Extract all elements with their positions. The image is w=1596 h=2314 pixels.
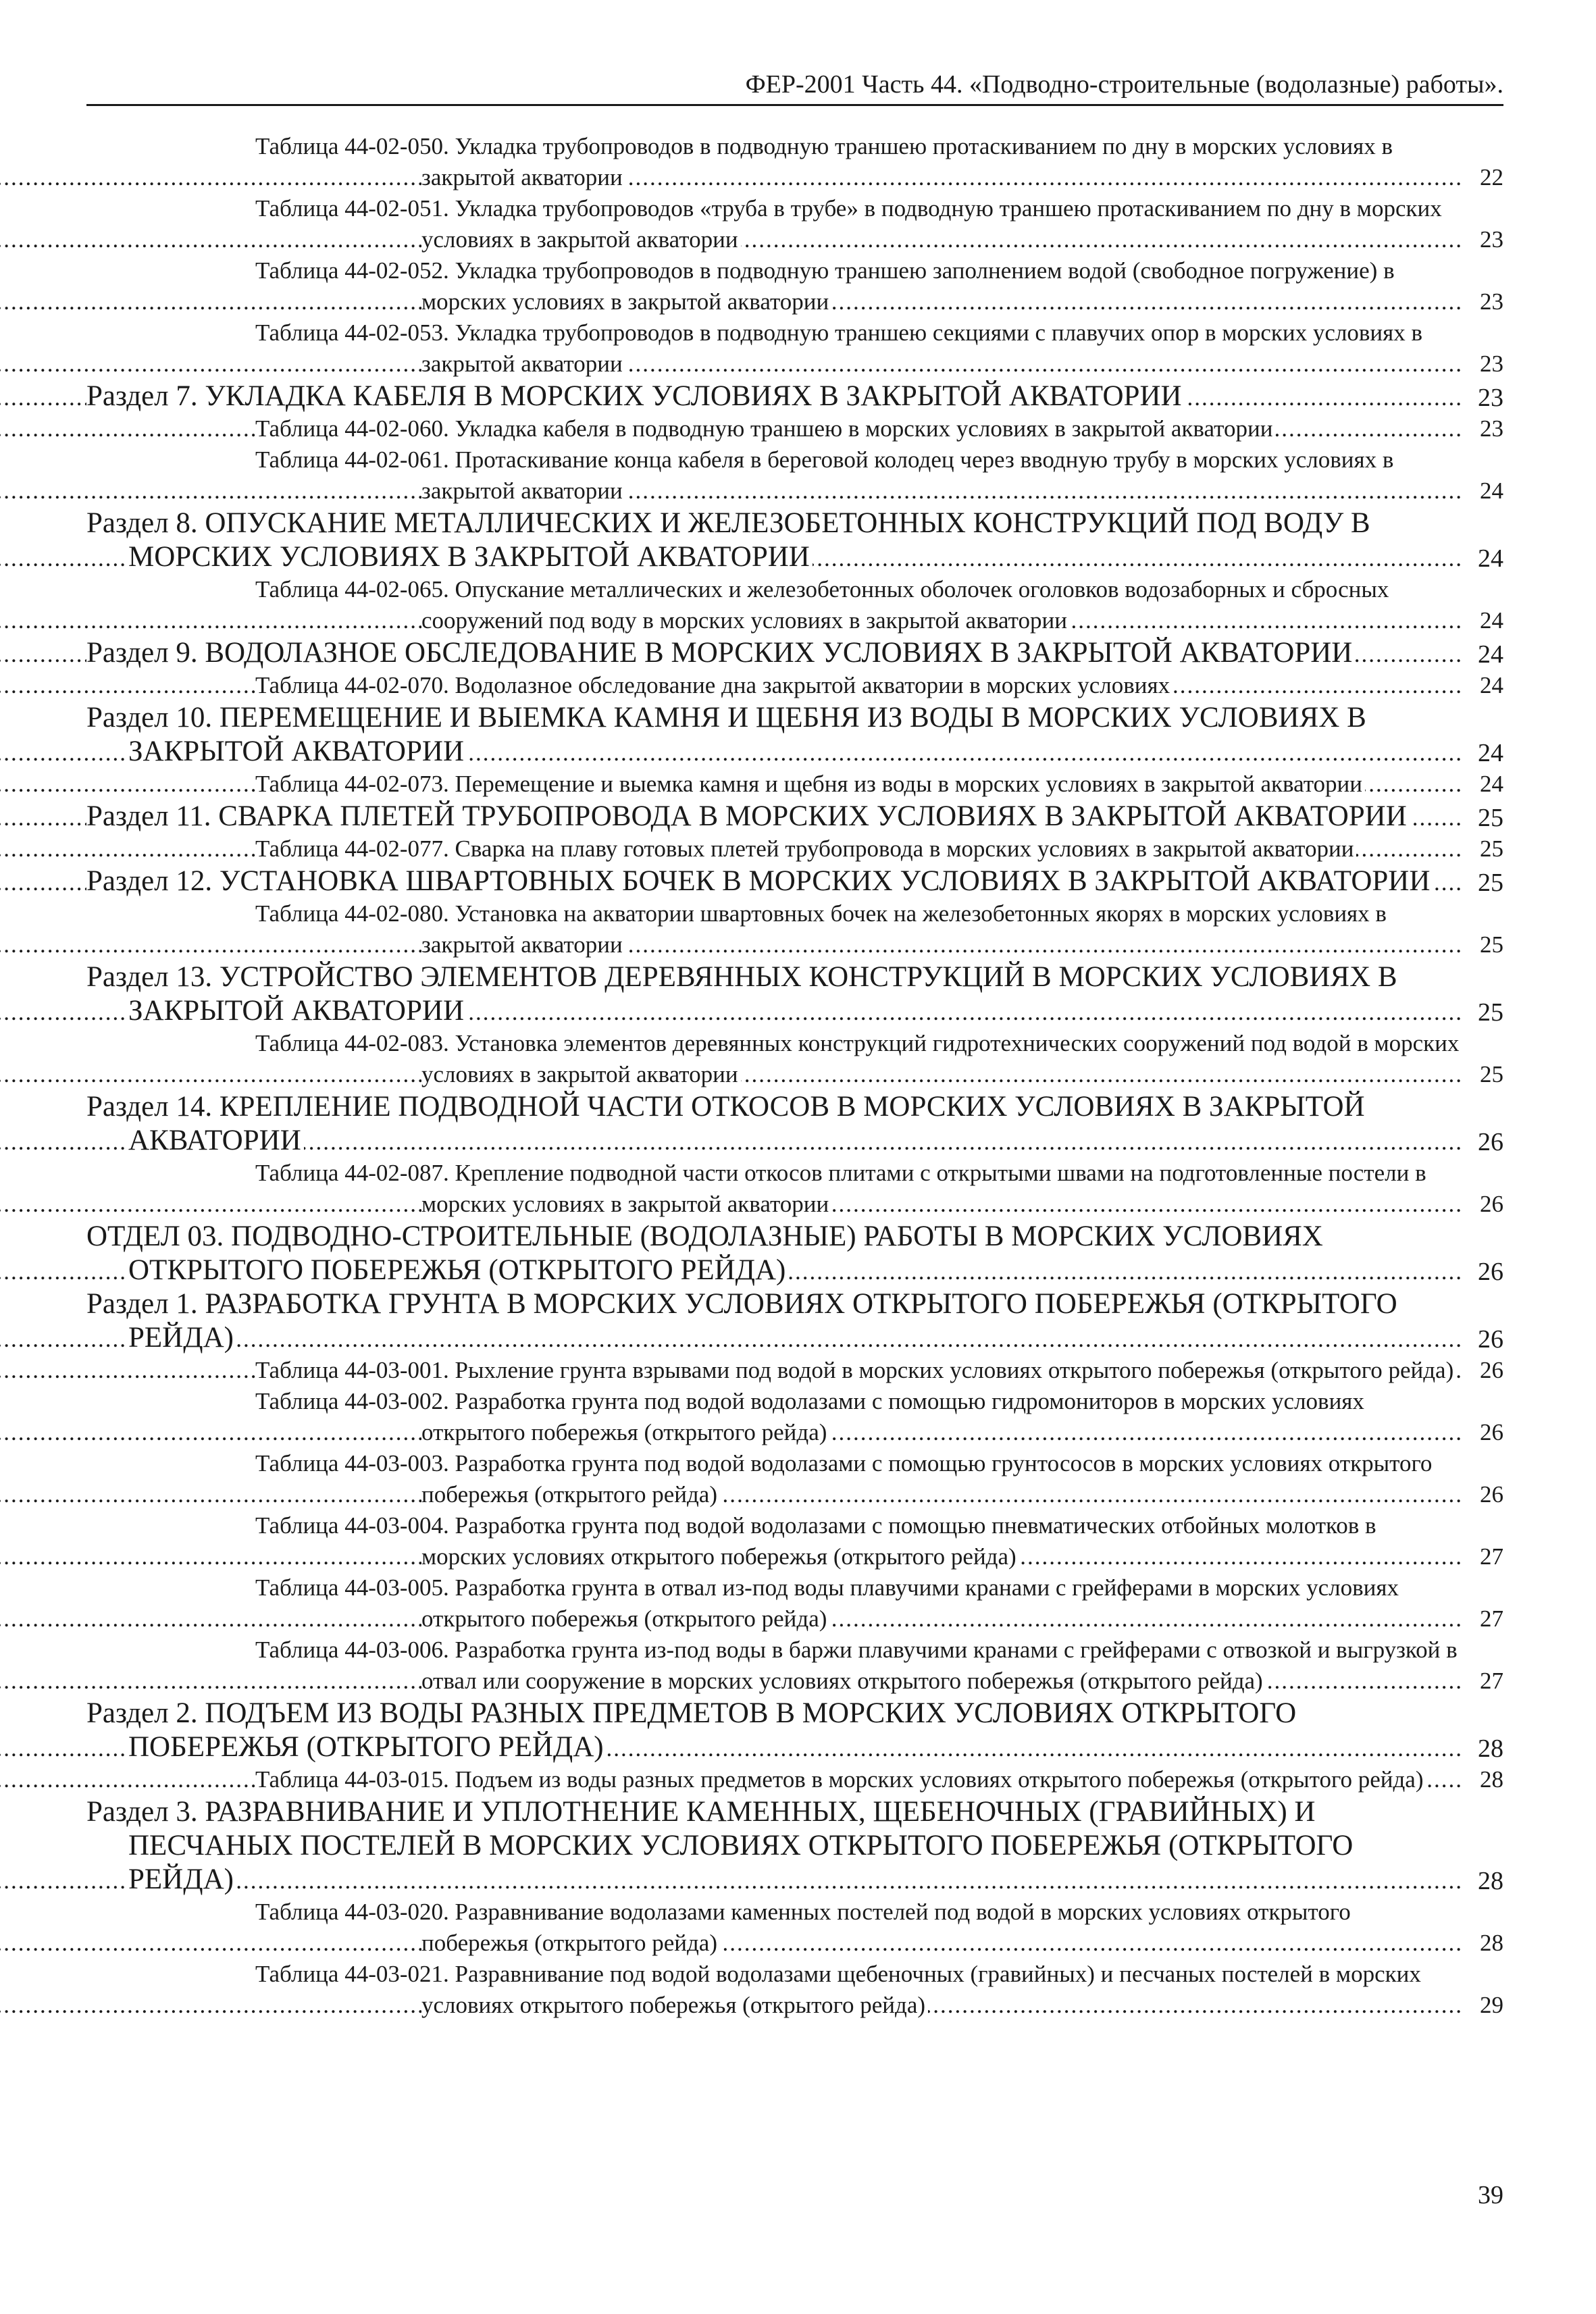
toc-entry-title: Раздел 10. ПЕРЕМЕЩЕНИЕ И ВЫЕМКА КАМНЯ И ЩЕБНЯ ИЗ ВОДЫ В МОРСКИХ УСЛОВИЯХ В ЗАКРЫТОЙ АКВАТОРИИ: [86, 702, 1366, 767]
toc-entry-title: Таблица 44-02-060. Укладка кабеля в подводную траншею в морских условиях в закрытой акватории: [255, 415, 1275, 442]
toc-entry-page: 26: [1478, 1128, 1503, 1156]
toc-entry-text: [255, 1510, 1463, 1572]
toc-entry-title: Таблица 44-02-050. Укладка трубопроводов в подводную траншею протаскиванием по дну в морских условиях в закрытой акватории: [255, 133, 1393, 190]
toc-entry-page: 28: [1480, 1930, 1503, 1956]
toc-entry-table: [86, 317, 1503, 380]
toc-entry-title: Раздел 14. КРЕПЛЕНИЕ ПОДВОДНОЙ ЧАСТИ ОТКОСОВ В МОРСКИХ УСЛОВИЯХ В ЗАКРЫТОЙ АКВАТОРИИ: [86, 1091, 1365, 1156]
toc-entry-section: [86, 701, 1503, 769]
toc-entry-table: [86, 898, 1503, 960]
toc-entry-page: 24: [1478, 739, 1503, 767]
toc-entry-title: Таблица 44-03-005. Разработка грунта в отвал из-под воды плавучими кранами с грейферами в морских условиях открытого побережья (открытого рейда): [255, 1574, 1399, 1632]
toc-entry-page: 28: [1478, 1734, 1503, 1763]
toc-entry-title: Раздел 11. СВАРКА ПЛЕТЕЙ ТРУБОПРОВОДА В МОРСКИХ УСЛОВИЯХ В ЗАКРЫТОЙ АКВАТОРИИ: [86, 800, 1410, 832]
toc-entry-table: [86, 574, 1503, 636]
toc-entry-page: 23: [1480, 288, 1503, 315]
toc-entry-text: [255, 413, 1463, 444]
toc-entry-page: 27: [1480, 1543, 1503, 1570]
toc-entry-title: Раздел 3. РАЗРАВНИВАНИЕ И УПЛОТНЕНИЕ КАМЕННЫХ, ЩЕБЕНОЧНЫХ (ГРАВИЙНЫХ) И ПЕСЧАНЫХ ПОСТЕЛЕЙ В МОРСКИХ УСЛОВИЯХ ОТКРЫТОГО ПОБЕРЕЖЬЯ (ОТКРЫТОГО РЕЙДА): [86, 1796, 1354, 1895]
toc-entry-text: [255, 255, 1463, 317]
toc-entry-text: [86, 701, 1463, 769]
toc-entry-table: [86, 1510, 1503, 1572]
toc-entry-page: 24: [1478, 544, 1503, 573]
toc-entry-page: 24: [1480, 771, 1503, 797]
toc-entry-title: Таблица 44-03-003. Разработка грунта под водой водолазами с помощью грунтососов в морских условиях открытого побережья (открытого рейда): [255, 1450, 1433, 1508]
toc-entry-text: [255, 1897, 1463, 1959]
toc-entry-text: [255, 1635, 1463, 1697]
toc-entry-table: [86, 1028, 1503, 1090]
toc-entry-section: [86, 960, 1503, 1028]
toc-entry-text: [86, 865, 1463, 898]
toc-entry-text: [255, 1959, 1463, 2021]
toc-entry-text: [255, 317, 1463, 380]
toc-entry-page: 26: [1478, 1325, 1503, 1354]
toc-entry-text: [255, 131, 1463, 193]
toc-entry-section: [86, 800, 1503, 833]
toc-entry-page: 23: [1480, 415, 1503, 442]
toc-entry-text: [255, 1448, 1463, 1510]
toc-entry-table: [86, 769, 1503, 800]
toc-entry-text: [86, 960, 1463, 1028]
toc-entry-table: [86, 1897, 1503, 1959]
toc-entry-page: 27: [1480, 1668, 1503, 1694]
toc-entry-otdel: [86, 1220, 1503, 1287]
toc-entry-page: 25: [1480, 931, 1503, 958]
toc-entry-page: 25: [1478, 998, 1503, 1027]
toc-entry-table: [86, 1448, 1503, 1510]
toc-entry-title: Раздел 7. УКЛАДКА КАБЕЛЯ В МОРСКИХ УСЛОВИЯХ В ЗАКРЫТОЙ АКВАТОРИИ: [86, 380, 1185, 412]
toc-entry-section: [86, 507, 1503, 574]
toc-entry-page: 24: [1480, 672, 1503, 698]
toc-entry-text: [255, 444, 1463, 507]
toc-entry-table: [86, 413, 1503, 444]
toc-entry-page: 23: [1480, 226, 1503, 253]
toc-entry-title: Раздел 13. УСТРОЙСТВО ЭЛЕМЕНТОВ ДЕРЕВЯННЫХ КОНСТРУКЦИЙ В МОРСКИХ УСЛОВИЯХ В ЗАКРЫТОЙ АКВАТОРИИ: [86, 961, 1397, 1027]
toc-entry-section: [86, 1090, 1503, 1158]
toc-entry-table: [86, 255, 1503, 317]
toc-entry-section: [86, 380, 1503, 413]
toc-entry-text: [86, 1090, 1463, 1158]
toc-entry-table: [86, 1635, 1503, 1697]
toc-entry-page: 26: [1480, 1191, 1503, 1217]
toc-entry-title: Таблица 44-03-020. Разравнивание водолазами каменных постелей под водой в морских условиях открытого побережья (открытого рейда): [255, 1899, 1351, 1956]
toc-entry-page: 28: [1480, 1766, 1503, 1793]
toc-entry-section: [86, 636, 1503, 670]
toc-entry-title: Таблица 44-02-087. Крепление подводной части откосов плитами с открытыми швами на подготовленные постели в морских условиях в закрытой акватории: [255, 1160, 1426, 1217]
toc-entry-page: 25: [1478, 869, 1503, 897]
toc-entry-table: [86, 1386, 1503, 1448]
toc-entry-table: [86, 444, 1503, 507]
toc-entry-text: [86, 1697, 1463, 1764]
toc-entry-title: Таблица 44-03-001. Рыхление грунта взрывами под водой в морских условиях открытого побережья (открытого рейда): [255, 1357, 1456, 1383]
toc-entry-table: [86, 833, 1503, 865]
toc-entry-table: [86, 1355, 1503, 1386]
toc-entry-text: [86, 1220, 1463, 1287]
toc-entry-page: 23: [1478, 384, 1503, 412]
toc-entry-text: [86, 800, 1463, 833]
toc-entry-page: 25: [1480, 1061, 1503, 1087]
toc-entry-table: [86, 670, 1503, 701]
toc-entry-title: Таблица 44-02-077. Сварка на плаву готовых плетей трубопровода в морских условиях в закрытой акватории: [255, 835, 1356, 862]
toc-entry-section: [86, 1795, 1503, 1897]
toc-entry-text: [86, 1795, 1463, 1897]
toc-entry-table: [86, 1158, 1503, 1220]
toc-entry-title: Таблица 44-02-065. Опускание металлических и железобетонных оболочек оголовков водозаборных и сбросных сооружений под воду в морских условиях в закрытой акватории: [255, 576, 1389, 634]
toc-entry-title: Таблица 44-03-021. Разравнивание под водой водолазами щебеночных (гравийных) и песчаных постелей в морских условиях открытого побережья (открытого рейда): [255, 1961, 1421, 2018]
toc-entry-page: 25: [1480, 835, 1503, 862]
toc-entry-text: [255, 1158, 1463, 1220]
toc-entry-title: Таблица 44-03-015. Подъем из воды разных предметов в морских условиях открытого побережья (открытого рейда): [255, 1766, 1426, 1793]
toc-entry-title: Таблица 44-03-006. Разработка грунта из-под воды в баржи плавучими кранами с грейферами с отвозкой и выгрузкой в отвал или сооружение в морских условиях открытого побережья (открытого рейда): [255, 1637, 1458, 1694]
toc-entry-text: [86, 380, 1463, 413]
toc-entry-title: Раздел 8. ОПУСКАНИЕ МЕТАЛЛИЧЕСКИХ И ЖЕЛЕЗОБЕТОННЫХ КОНСТРУКЦИЙ ПОД ВОДУ В МОРСКИХ УСЛОВИЯХ В ЗАКРЫТОЙ АКВАТОРИИ: [86, 507, 1370, 573]
toc-entry-section: [86, 1697, 1503, 1764]
toc-entry-text: [255, 1386, 1463, 1448]
toc-entry-table: [86, 1764, 1503, 1795]
toc-entry-text: [255, 769, 1463, 800]
toc-entry-text: [255, 193, 1463, 255]
toc-entry-title: ОТДЕЛ 03. ПОДВОДНО-СТРОИТЕЛЬНЫЕ (ВОДОЛАЗНЫЕ) РАБОТЫ В МОРСКИХ УСЛОВИЯХ ОТКРЫТОГО ПОБЕРЕЖЬЯ (ОТКРЫТОГО РЕЙДА): [86, 1220, 1323, 1286]
toc-entry-page: 27: [1480, 1605, 1503, 1632]
toc-entry-page: 22: [1480, 164, 1503, 190]
toc-entry-title: Раздел 2. ПОДЪЕМ ИЗ ВОДЫ РАЗНЫХ ПРЕДМЕТОВ В МОРСКИХ УСЛОВИЯХ ОТКРЫТОГО ПОБЕРЕЖЬЯ (ОТКРЫТОГО РЕЙДА): [86, 1697, 1297, 1763]
toc-entry-title: Раздел 1. РАЗРАБОТКА ГРУНТА В МОРСКИХ УСЛОВИЯХ ОТКРЫТОГО ПОБЕРЕЖЬЯ (ОТКРЫТОГО РЕЙДА): [86, 1288, 1397, 1354]
toc-entry-table: [86, 193, 1503, 255]
toc-entry-text: [255, 1764, 1463, 1795]
toc-entry-title: Таблица 44-02-080. Установка на акватории швартовных бочек на железобетонных якорях в морских условиях в закрытой акватории: [255, 900, 1387, 958]
toc-entry-text: [255, 1572, 1463, 1635]
toc-entry-page: 26: [1478, 1258, 1503, 1286]
toc-entry-text: [255, 1028, 1463, 1090]
toc-entry-title: Раздел 9. ВОДОЛАЗНОЕ ОБСЛЕДОВАНИЕ В МОРСКИХ УСЛОВИЯХ В ЗАКРЫТОЙ АКВАТОРИИ: [86, 637, 1355, 669]
toc-entry-page: 26: [1480, 1419, 1503, 1445]
toc-entry-page: 24: [1478, 640, 1503, 669]
toc-entry-section: [86, 1287, 1503, 1355]
running-header: ФЕР-2001 Часть 44. «Подводно-строительные (водолазные) работы».: [86, 68, 1503, 106]
toc-entry-title: Таблица 44-02-070. Водолазное обследование дна закрытой акватории в морских условиях: [255, 672, 1173, 698]
toc-entry-text: [255, 574, 1463, 636]
toc-entry-title: Таблица 44-02-053. Укладка трубопроводов в подводную траншею секциями с плавучих опор в морских условиях в закрытой акватории: [255, 319, 1423, 377]
toc-entry-title: Таблица 44-02-052. Укладка трубопроводов в подводную траншею заполнением водой (свободное погружение) в морских условиях в закрытой акватории: [255, 257, 1395, 315]
toc-entry-title: Таблица 44-02-083. Установка элементов деревянных конструкций гидротехнических сооружений под водой в морских условиях в закрытой акватории: [255, 1030, 1460, 1087]
toc-entry-page: 26: [1480, 1357, 1503, 1383]
toc-entry-text: [255, 670, 1463, 701]
toc-entry-page: 24: [1480, 607, 1503, 634]
toc-entry-title: Таблица 44-02-051. Укладка трубопроводов «труба в трубе» в подводную траншею протаскиванием по дну в морских условиях в закрытой акватории: [255, 195, 1442, 253]
toc-entry-text: [255, 898, 1463, 960]
toc-entry-page: 28: [1478, 1867, 1503, 1895]
toc-entry-title: Таблица 44-03-002. Разработка грунта под водой водолазами с помощью гидромониторов в морских условиях открытого побережья (открытого рейда): [255, 1388, 1364, 1445]
toc-entry-table: [86, 1572, 1503, 1635]
table-of-contents: [86, 131, 1503, 2021]
toc-entry-text: [86, 1287, 1463, 1355]
toc-entry-title: Таблица 44-02-061. Протаскивание конца кабеля в береговой колодец через вводную трубу в морских условиях в закрытой акватории: [255, 446, 1394, 504]
toc-entry-text: [86, 636, 1463, 670]
toc-entry-text: [86, 507, 1463, 574]
toc-entry-table: [86, 1959, 1503, 2021]
toc-entry-text: [255, 1355, 1463, 1386]
toc-entry-page: 26: [1480, 1481, 1503, 1508]
page-number: 39: [1478, 2181, 1503, 2209]
toc-entry-title: Раздел 12. УСТАНОВКА ШВАРТОВНЫХ БОЧЕК В МОРСКИХ УСЛОВИЯХ В ЗАКРЫТОЙ АКВАТОРИИ: [86, 865, 1433, 897]
toc-entry-title: Таблица 44-03-004. Разработка грунта под водой водолазами с помощью пневматических отбойных молотков в морских условиях открытого побережья (открытого рейда): [255, 1512, 1376, 1570]
toc-entry-table: [86, 131, 1503, 193]
toc-entry-page: 24: [1480, 478, 1503, 504]
toc-entry-title: Таблица 44-02-073. Перемещение и выемка камня и щебня из воды в морских условиях в закрытой акватории: [255, 771, 1365, 797]
toc-entry-page: 25: [1478, 804, 1503, 832]
toc-entry-page: 29: [1480, 1992, 1503, 2018]
toc-entry-page: 23: [1480, 351, 1503, 377]
toc-entry-section: [86, 865, 1503, 898]
toc-entry-text: [255, 833, 1463, 865]
